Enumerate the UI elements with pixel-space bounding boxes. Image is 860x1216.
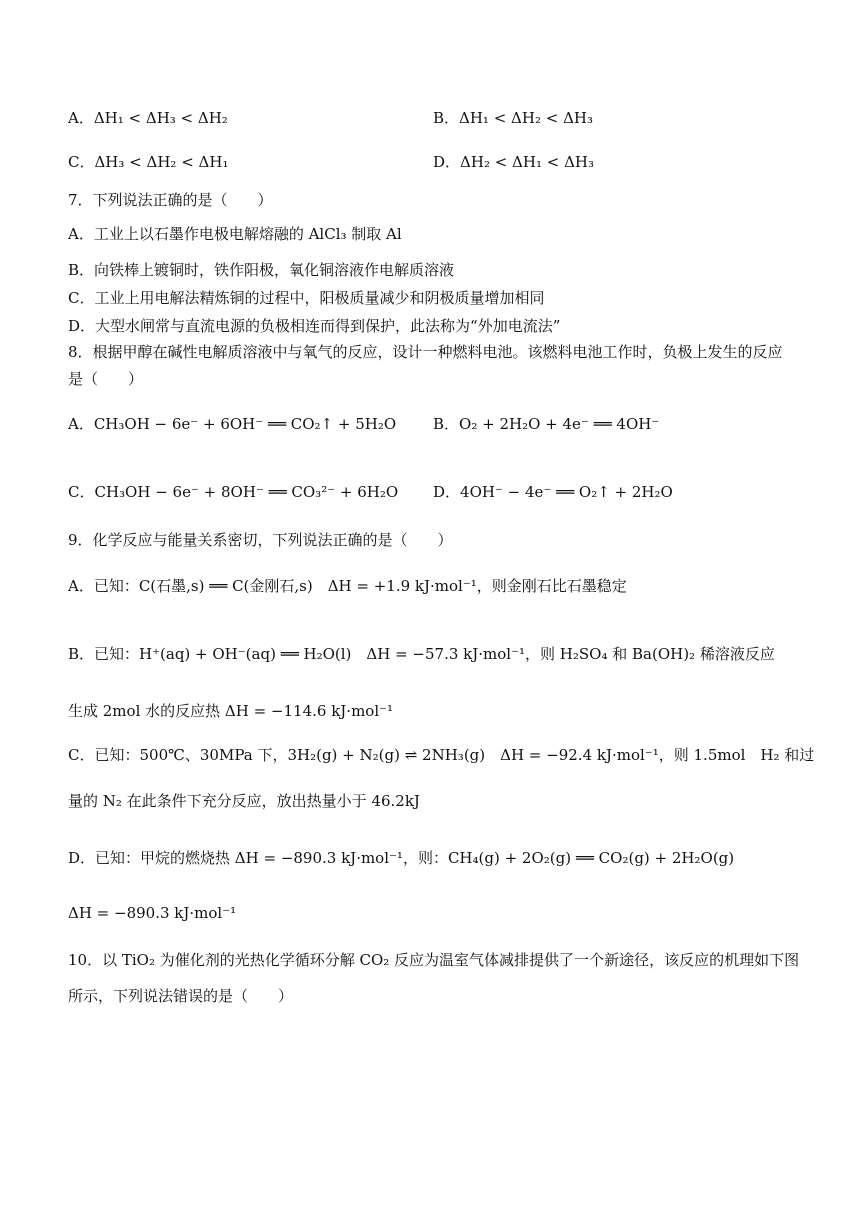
q8-stem-line1: 8．根据甲醇在碱性电解质溶液中与氧气的反应，设计一种燃料电池。该燃料电池工作时，负极上发生的反应 xyxy=(68,343,783,361)
q9-option-d-line1: D．已知：甲烷的燃烧热 ΔH = −890.3 kJ·mol⁻¹，则：CH₄(g) + 2O₂(g) ══ CO₂(g) + 2H₂O(g) xyxy=(68,849,735,867)
q9-option-c-line1: C．已知：500℃、30MPa 下，3H₂(g) + N₂(g) ⇌ 2NH₃(g) ΔH = −92.4 kJ·mol⁻¹，则 1.5mol H₂ 和过 xyxy=(68,746,815,764)
q8-option-a: A．CH₃OH − 6e⁻ + 6OH⁻ ══ CO₂↑ + 5H₂O xyxy=(68,415,397,433)
q9-option-b-line1: B．已知：H⁺(aq) + OH⁻(aq) ══ H₂O(l) ΔH = −57.3 kJ·mol⁻¹，则 H₂SO₄ 和 Ba(OH)₂ 稀溶液反应 xyxy=(68,645,775,663)
q9-option-b-line2: 生成 2mol 水的反应热 ΔH = −114.6 kJ·mol⁻¹ xyxy=(68,702,394,720)
q9-option-d-line2: ΔH = −890.3 kJ·mol⁻¹ xyxy=(68,904,237,922)
q8-option-d: D．4OH⁻ − 4e⁻ ══ O₂↑ + 2H₂O xyxy=(433,483,673,501)
q6-option-d: D．ΔH₂ < ΔH₁ < ΔH₃ xyxy=(433,153,595,171)
q10-stem-line2: 所示，下列说法错误的是（ ） xyxy=(68,987,294,1005)
q7-option-b: B．向铁棒上镀铜时，铁作阳极，氧化铜溶液作电解质溶液 xyxy=(68,261,455,279)
q7-stem: 7．下列说法正确的是（ ） xyxy=(68,191,273,209)
q8-option-c: C．CH₃OH − 6e⁻ + 8OH⁻ ══ CO₃²⁻ + 6H₂O xyxy=(68,483,399,501)
q9-option-a: A．已知：C(石墨,s) ══ C(金刚石,s) ΔH = +1.9 kJ·mol⁻¹，则金刚石比石墨稳定 xyxy=(68,577,627,595)
q6-option-b: B．ΔH₁ < ΔH₂ < ΔH₃ xyxy=(433,109,594,127)
q9-stem: 9．化学反应与能量关系密切，下列说法正确的是（ ） xyxy=(68,531,453,549)
q9-option-c-line2: 量的 N₂ 在此条件下充分反应，放出热量小于 46.2kJ xyxy=(68,792,420,810)
q8-stem-line2: 是（ ） xyxy=(68,370,144,388)
q10-stem-line1: 10．以 TiO₂ 为催化剂的光热化学循环分解 CO₂ 反应为温室气体减排提供了一个新途径，该反应的机理如下图 xyxy=(68,951,800,969)
q7-option-d: D．大型水闸常与直流电源的负极相连而得到保护，此法称为“外加电流法” xyxy=(68,317,561,335)
q6-option-c: C．ΔH₃ < ΔH₂ < ΔH₁ xyxy=(68,153,229,171)
q8-option-b: B．O₂ + 2H₂O + 4e⁻ ══ 4OH⁻ xyxy=(433,415,660,433)
q7-option-c: C．工业上用电解法精炼铜的过程中，阳极质量减少和阴极质量增加相同 xyxy=(68,289,545,307)
q7-option-a: A．工业上以石墨作电极电解熔融的 AlCl₃ 制取 Al xyxy=(68,225,402,243)
q6-option-a: A．ΔH₁ < ΔH₃ < ΔH₂ xyxy=(68,109,228,127)
